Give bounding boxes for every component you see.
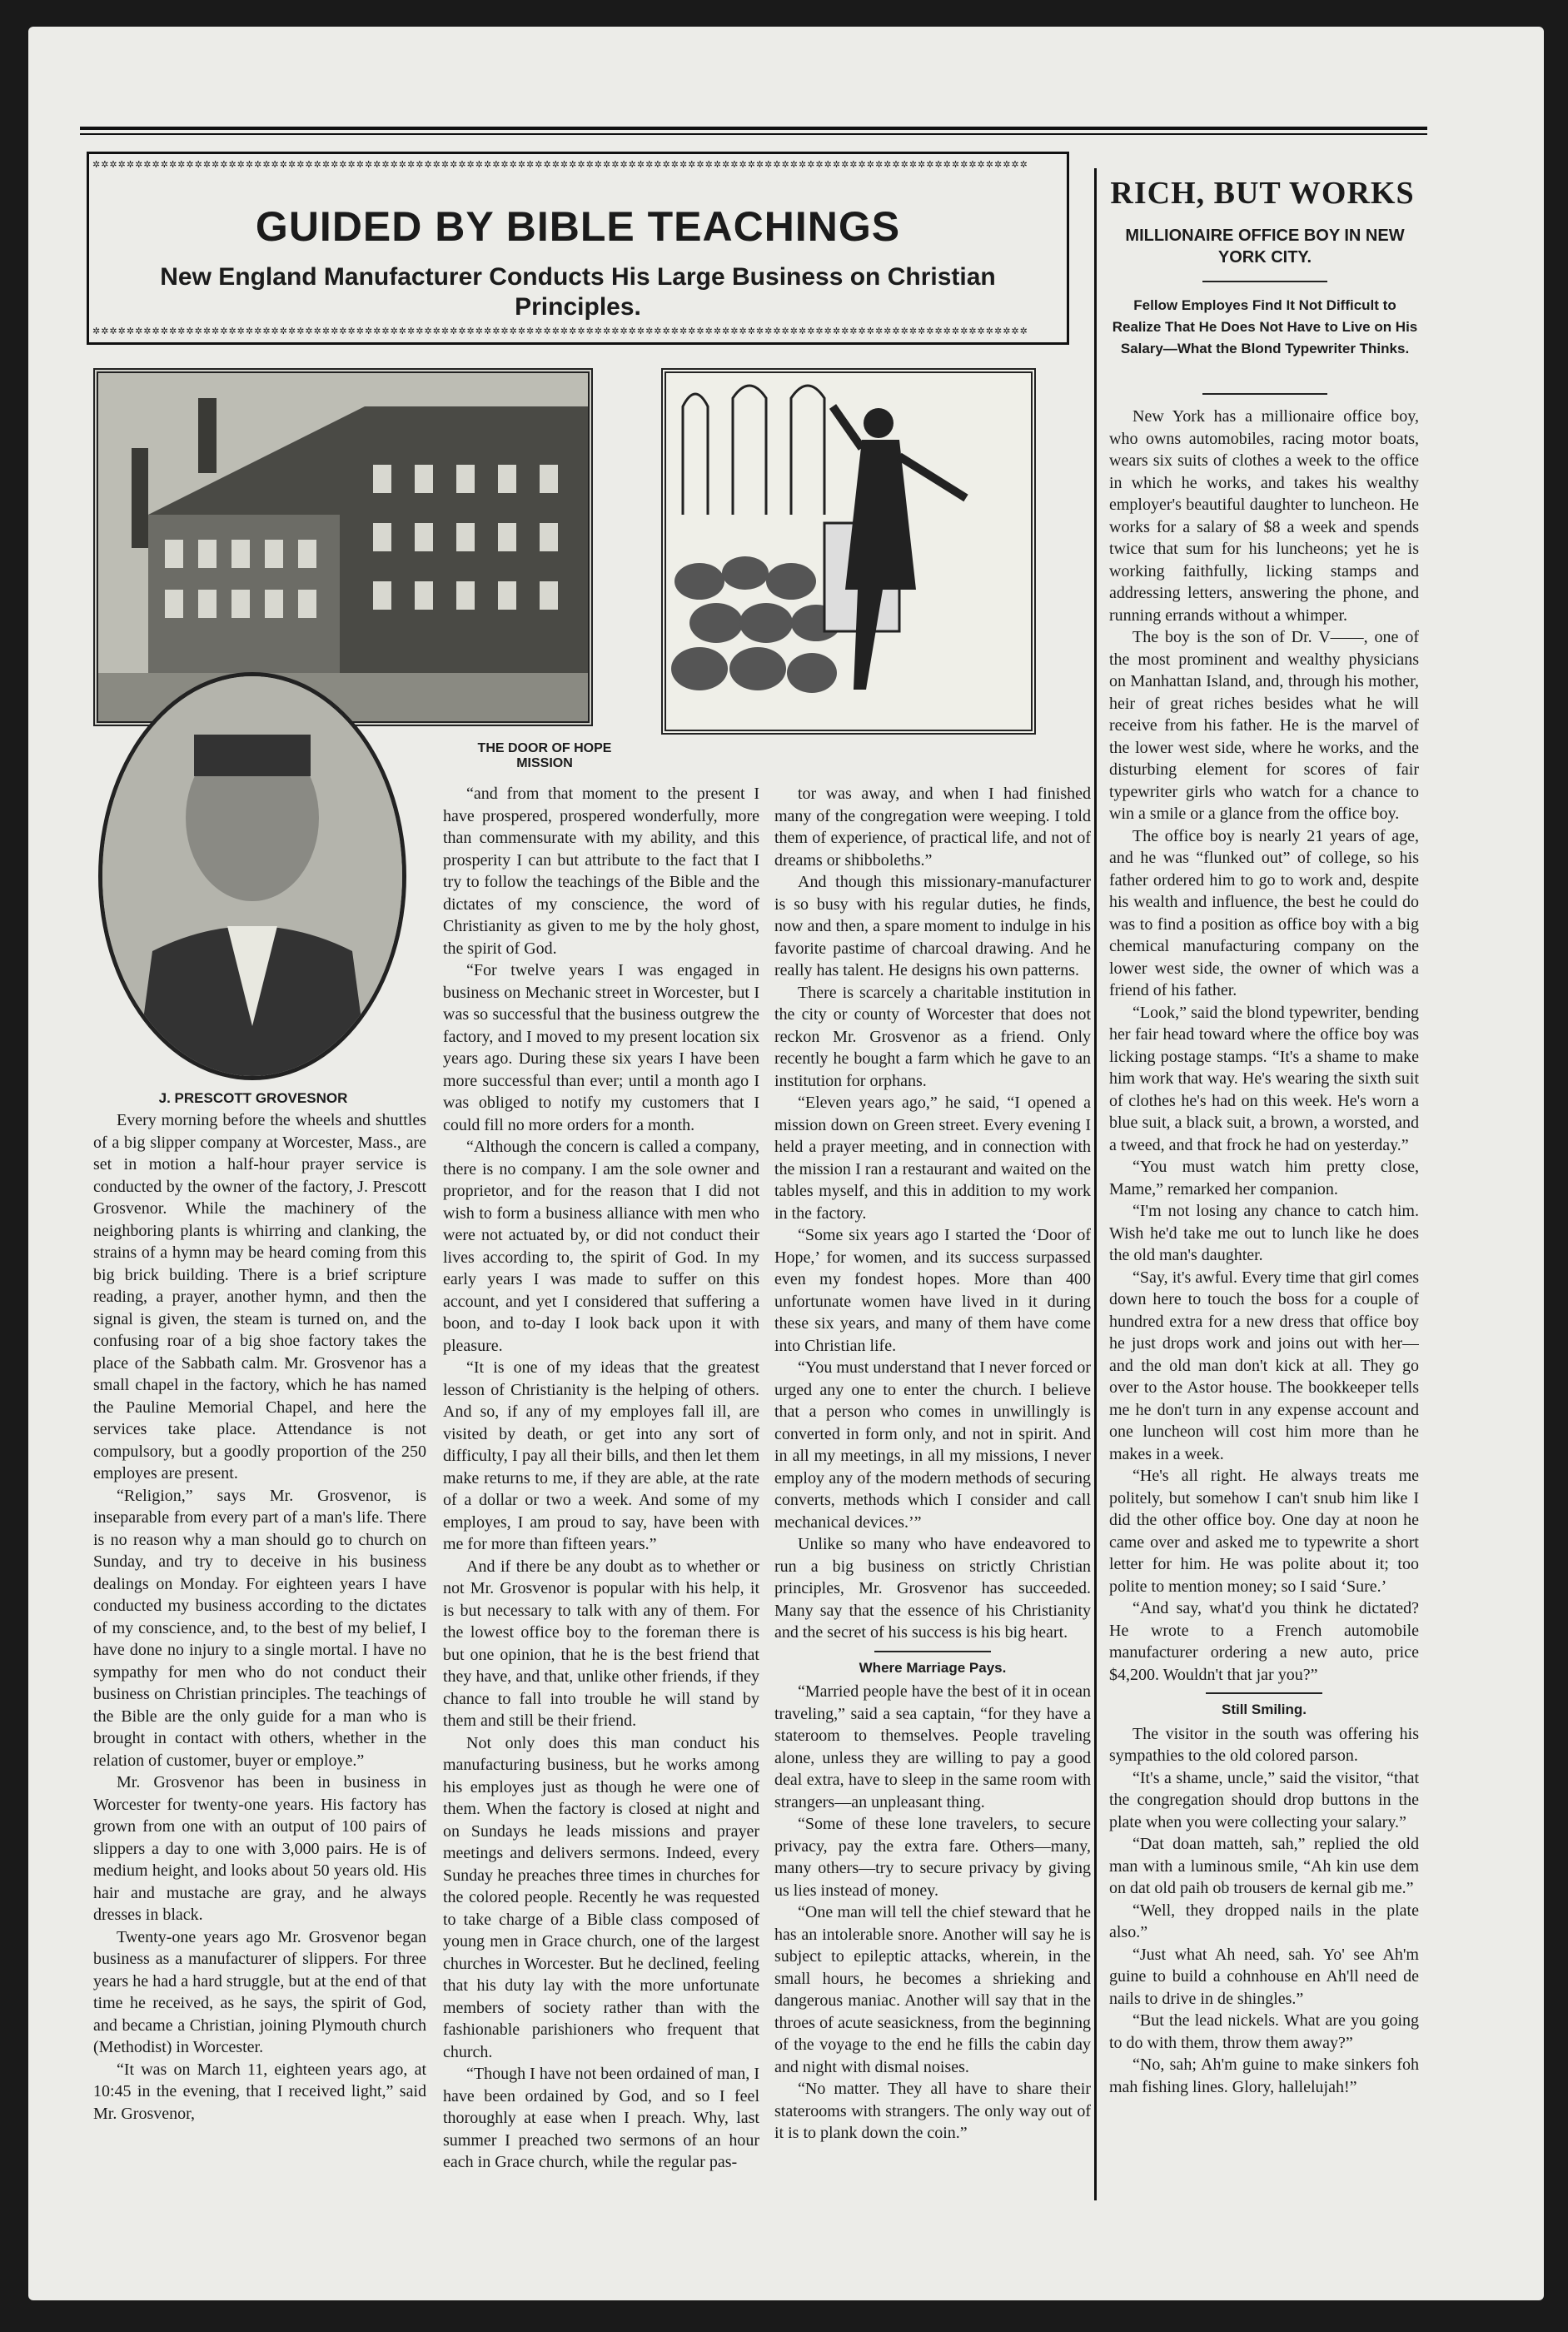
smiling-paragraph: “Dat doan matteh, sah,” replied the old man with a luminous smile, “Ah kin use dem on dat old paih ob trousers de kernal gib me.”: [1109, 1835, 1419, 1897]
column-rule: [1094, 168, 1097, 2200]
section-divider: [1206, 1692, 1322, 1694]
col2-paragraph: “It is one of my ideas that the greatest lesson of Christianity is the helping of others. And so, if any of my employes fall ill, are visited by death, or get into any sort of difficulty, I pay all their bills, and then let them make returns to me, if they are able, at the rate of a dollar or two a week. And some of my employes, I am proud to say, have been with me for more than fifteen years.”: [443, 1358, 759, 1553]
smiling-paragraph: “Just what Ah need, sah. Yo' see Ah'm guine to build a cohnhouse en Ah'll need de nails to drive in de shingles.”: [1109, 1945, 1419, 2008]
marriage-heading: Where Marriage Pays.: [859, 1659, 1007, 1676]
col3-paragraph: “Some six years ago I started the ‘Door of Hope,’ for women, and its success surpassed even my fondest hopes. More than 400 unfortunate women have lived in it during these six years, and many of them have come into Christian life.: [774, 1226, 1091, 1355]
headline-box: [87, 152, 1069, 345]
col3-paragraph: “Eleven years ago,” he said, “I opened a mission down on Green street. Every evening I held a prayer meeting, and in connection with the mission I ran a restaurant and waited on the tables myself, and this in addition to my work in the factory.: [774, 1094, 1091, 1223]
newspaper-page: [28, 27, 1544, 2300]
factory-building-illustration: [98, 373, 588, 721]
article-column-2: [443, 783, 759, 2175]
side-paragraph: “You must watch him pretty close, Mame,” remarked her companion.: [1109, 1158, 1419, 1198]
side-paragraph: “Look,” said the blond typewriter, bending her fair head toward where the office boy was licking postage stamps. “It's a shame to make him work that way. He's wearing the sixth suit of clothes he's had on this week. He's worn a blue suit, a black suit, a brown, a worsted, and a tweed, and that frock he had on yesterday.”: [1109, 1003, 1419, 1154]
smiling-paragraph: “Well, they dropped nails in the plate also.”: [1109, 1901, 1419, 1941]
col1-paragraph: “Religion,” says Mr. Grosvenor, is inseparable from every part of a man's life. There is no reason why a man should go to church on Sunday, and try to deceive in his business dealings on Monday. For eighteen years I have conducted my business according to the dictates of my conscience, and, to the best of my belief, I have done no injury to a single mortal. I have no sympathy for men who do not conduct their business on Christian principles. The teachings of the Bible are the only guide for a man who is brought in contact with others, whether in the relation of customer, buyer or employe.”: [93, 1486, 426, 1770]
star-border-top: ✲✲✲✲✲✲✲✲✲✲✲✲✲✲✲✲✲✲✲✲✲✲✲✲✲✲✲✲✲✲✲✲✲✲✲✲✲✲✲✲✲✲✲✲✲✲✲✲✲✲✲✲✲✲✲✲✲✲✲✲✲✲✲✲✲✲✲✲✲✲✲✲✲✲✲✲✲✲✲✲✲✲✲✲✲✲✲✲✲✲✲✲✲✲✲✲✲✲✲✲✲✲✲✲✲✲✲✲✲✲: [92, 160, 1028, 170]
side-paragraph: New York has a millionaire office boy, who owns automobiles, racing motor boats, wears six suits of clothes a week to the office in which he works, and takes his wealthy employer's beautiful daughter to luncheon. He works for a salary of $8 a week and spends twice that sum for his luncheons; yet he is working faithfully, licking stamps and addressing letters, answering the phone, and running errands without a whimper.: [1109, 407, 1419, 625]
col2-paragraph: “Though I have not been ordained of man, I have been ordained by God, and so I feel thoroughly at ease when I preach. Why, last summer I preached two sermons of an hour each in Grace church, while the regular pas-: [443, 2065, 759, 2171]
top-rule: [80, 127, 1427, 130]
side-deck-2: Fellow Employes Find It Not Difficult to Realize That He Does Not Have to Live on His Salary—What the Blond Typewriter Thinks.: [1112, 297, 1418, 356]
col2-paragraph: Not only does this man conduct his manufacturing business, but he works among his employes just as though he were one of them. When the factory is closed at night and on Sundays he leads missions and prayer meetings and delivers sermons. Indeed, every Sunday he preaches three times in churches for the colored people. Recently he was requested to take charge of a Bible class composed of young men in Grace church, one of the largest churches in Worcester. But he declined, feeling that his duty lay with the more unfortunate members of society rather than with the fashionable parishioners who frequent that church.: [443, 1733, 759, 2061]
marriage-paragraph: “One man will tell the chief steward that he has an intolerable snore. Another will say he is subject to epileptic attacks, wherein, in the small hours, he becomes a shrieking and dangerous maniac. Another will say that in the throes of acute seasickness, from the beginning of the voyage to the end he fills the cabin day and night with dismal noises.: [774, 1903, 1091, 2076]
deck-divider: [1202, 281, 1327, 282]
smiling-paragraph: “No, sah; Ah'm guine to make sinkers foh mah fishing lines. Glory, hallelujah!”: [1109, 2055, 1419, 2096]
main-headline: GUIDED BY BIBLE TEACHINGS: [255, 203, 901, 250]
smiling-paragraph: The visitor in the south was offering his sympathies to the old colored parson.: [1109, 1724, 1419, 1765]
col2-paragraph: “For twelve years I was engaged in business on Mechanic street in Worcester, but I was so successful that the business outgrew the factory, and I moved to my present location six years ago. During these six years I have been more successful than ever; until a month ago I was obliged to notify my customers that I could fill no more orders for a month.: [443, 961, 759, 1134]
col1-paragraph: Every morning before the wheels and shuttles of a big slipper company at Worcester, Mass., are set in motion a half-hour prayer service is conducted by the owner of the factory, J. Prescott Grosvenor. While the machinery of the neighboring plants is whirring and clanking, the strains of a hymn may be heard coming from this big brick building. There is a brief scripture reading, a prayer, another hymn, and then the signal is given, the steam is turned on, and the confusing roar of a big shoe factory takes the place of the Sabbath calm. Mr. Grosvenor has a small chapel in the factory, which he has named the Pauline Memorial Chapel, and here the services take place. Attendance is not compulsory, but a goodly proportion of the 250 employes are present.: [93, 1111, 426, 1482]
side-paragraph: “And say, what'd you think he dictated? He wrote to a French automobile manufacturer ordering a new auto, price $4,200. Wouldn't that jar you?”: [1109, 1599, 1419, 1684]
col3-paragraph: Unlike so many who have endeavored to run a big business on strictly Christian principles, Mr. Grosvenor has succeeded. Many say that the essence of his Christianity and the secret of his success is his big heart.: [774, 1535, 1091, 1642]
marriage-paragraph: “No matter. They all have to share their staterooms with strangers. The only way out of it is to plank down the coin.”: [774, 2080, 1091, 2142]
side-paragraph: “I'm not losing any chance to catch him. Wish he'd take me out to lunch like he does the old man's daughter.: [1109, 1202, 1419, 1264]
deck-divider-2: [1202, 393, 1327, 395]
article-column-3: [774, 783, 1091, 2175]
col1-paragraph: Mr. Grosvenor has been in business in Worcester for twenty-one years. His factory has grown from one with an output of 100 pairs of slippers a day to one with 3,000 pairs. He is of medium height, and looks about 50 years old. His hair and mustache are gray, and he always dresses in black.: [93, 1773, 426, 1924]
col1-paragraph: Twenty-one years ago Mr. Grosvenor began business as a manufacturer of slippers. For three years he had a hard struggle, but at the end of that time he received, as he says, the spirit of God, and became a Christian, joining Plymouth church (Methodist) in Worcester.: [93, 1927, 426, 2056]
smiling-heading: Still Smiling.: [1221, 1702, 1307, 1717]
mission-caption: THE DOOR OF HOPE MISSION: [477, 741, 612, 770]
side-column: [1109, 406, 1419, 2175]
portrait-illustration: [102, 676, 402, 1076]
col3-paragraph: And though this missionary-manufacturer is so busy with his regular duties, he finds, now and then, a spare moment to indulge in his favorite pastime of charcoal drawing. And he really has talent. He designs his own patterns.: [774, 873, 1091, 979]
side-headline: RICH, BUT WORKS: [1110, 176, 1415, 211]
side-paragraph: “Say, it's awful. Every time that girl comes down here to touch the boss for a couple of hundred extra for a new dress that office boy he just drops work and joins out with her—and the old man don't kick at all. They go over to the Astor house. The bookkeeper tells me he don't turn in any expense account and one luncheon will cost him more than he makes in a week.: [1109, 1268, 1419, 1463]
preacher-illustration: [666, 373, 1031, 730]
marriage-paragraph: “Married people have the best of it in ocean traveling,” said a sea captain, “for they have a stateroom to themselves. People traveling alone, unless they are willing to pay a good deal extra, have to sleep in the same room with strangers—an unpleasant thing.: [774, 1682, 1091, 1811]
side-paragraph: The boy is the son of Dr. V——, one of the most prominent and wealthy physicians on Manhattan Island, and, through his mother, heir of great riches besides what he will receive from his father. He is the marvel of the lower west side, where he works, and the disturbing element for scores of fair typewriter girls who watch for a chance to win a smile or a glance from the office boy.: [1109, 628, 1419, 823]
smiling-paragraph: “It's a shame, uncle,” said the visitor, “that the congregation should drop buttons in the plate when you were collecting your salary.”: [1109, 1768, 1419, 1831]
side-paragraph: The office boy is nearly 21 years of age, and he was “flunked out” of college, so his father ordered him to go to work and, despite his wealth and influence, the best he could do was to find a position as office boy with a big chemical manufacturing company on the lower west side, the owner of which was a friend of his father.: [1109, 826, 1419, 999]
marriage-paragraph: “Some of these lone travelers, to secure privacy, pay the extra fare. Others—many, many others—try to secure privacy by giving us lies instead of money.: [774, 1815, 1091, 1900]
col2-paragraph: And if there be any doubt as to whether or not Mr. Grosvenor is popular with his help, it is but necessary to talk with any of them. For the lowest office boy to the foreman there is but one opinion, that he is the best friend that they have, and that, unlike other friends, if they chance to fall into trouble he will stand by them and still be their friend.: [443, 1557, 759, 1730]
side-paragraph: “He's all right. He always treats me politely, but somehow I can't snub him like I did the other office boy. One day at noon he came over and asked me to typewrite a short letter for him. He was polite about it; too polite to mention money; so I said ‘Sure.’: [1109, 1467, 1419, 1596]
col2-paragraph: “Although the concern is called a company, there is no company. I am the sole owner and proprietor, and for the reason that I did not wish to form a business alliance with men who were not actuated by, or did not conduct their lives according to, the spirit of God. In my early years I was made to suffer on this account, and yet I considered that suffering a boon, and to-day I look back upon it with pleasure.: [443, 1138, 759, 1355]
mission-illustration: [661, 368, 1036, 735]
main-subhead: New England Manufacturer Conducts His Large Business on Christian Principles.: [160, 263, 996, 321]
col3-paragraph: “You must understand that I never forced or urged any one to enter the church. I believe that a person who comes in unwillingly is converted in form only, and not in spirit. And in all my meetings, in all my missions, I never employ any of the modern methods of securing converts, methods which I consider and call mechanical devices.’”: [774, 1358, 1091, 1532]
col2-paragraph: “and from that moment to the present I have prospered, prospered wonderfully, more than commensurate with my ability, and this prosperity I can but attribute to the fact that I try to follow the teachings of the Bible and the dictates of my conscience, the word of Christianity as given to me by the holy ghost, the spirit of God.: [443, 785, 759, 958]
side-deck-1: MILLIONAIRE OFFICE BOY IN NEW YORK CITY.: [1125, 227, 1405, 267]
star-border-bottom: ✲✲✲✲✲✲✲✲✲✲✲✲✲✲✲✲✲✲✲✲✲✲✲✲✲✲✲✲✲✲✲✲✲✲✲✲✲✲✲✲✲✲✲✲✲✲✲✲✲✲✲✲✲✲✲✲✲✲✲✲✲✲✲✲✲✲✲✲✲✲✲✲✲✲✲✲✲✲✲✲✲✲✲✲✲✲✲✲✲✲✲✲✲✲✲✲✲✲✲✲✲✲✲✲✲✲✲✲✲✲: [92, 326, 1028, 336]
col3-paragraph: There is scarcely a charitable institution in the city or county of Worcester that does not reckon Mr. Grosvenor as a friend. Only recently he bought a farm which he gave to an institution for orphans.: [774, 983, 1091, 1090]
smiling-paragraph: “But the lead nickels. What are you going to do with them, throw them away?”: [1109, 2011, 1419, 2052]
section-divider: [874, 1651, 991, 1652]
col3-paragraph: tor was away, and when I had finished many of the congregation were weeping. I told them of experience, of practical life, and not of dreams or shibboleths.”: [774, 785, 1091, 870]
portrait-caption: J. PRESCOTT GROVESNOR: [158, 1090, 348, 1106]
factory-photo: [93, 368, 593, 726]
col1-paragraph: “It was on March 11, eighteen years ago, at 10:45 in the evening, that I received light,” said Mr. Grosvenor,: [93, 2060, 426, 2123]
top-rule-thin: [80, 133, 1427, 135]
article-column-1: [93, 1109, 426, 2175]
portrait-frame: [98, 672, 406, 1080]
